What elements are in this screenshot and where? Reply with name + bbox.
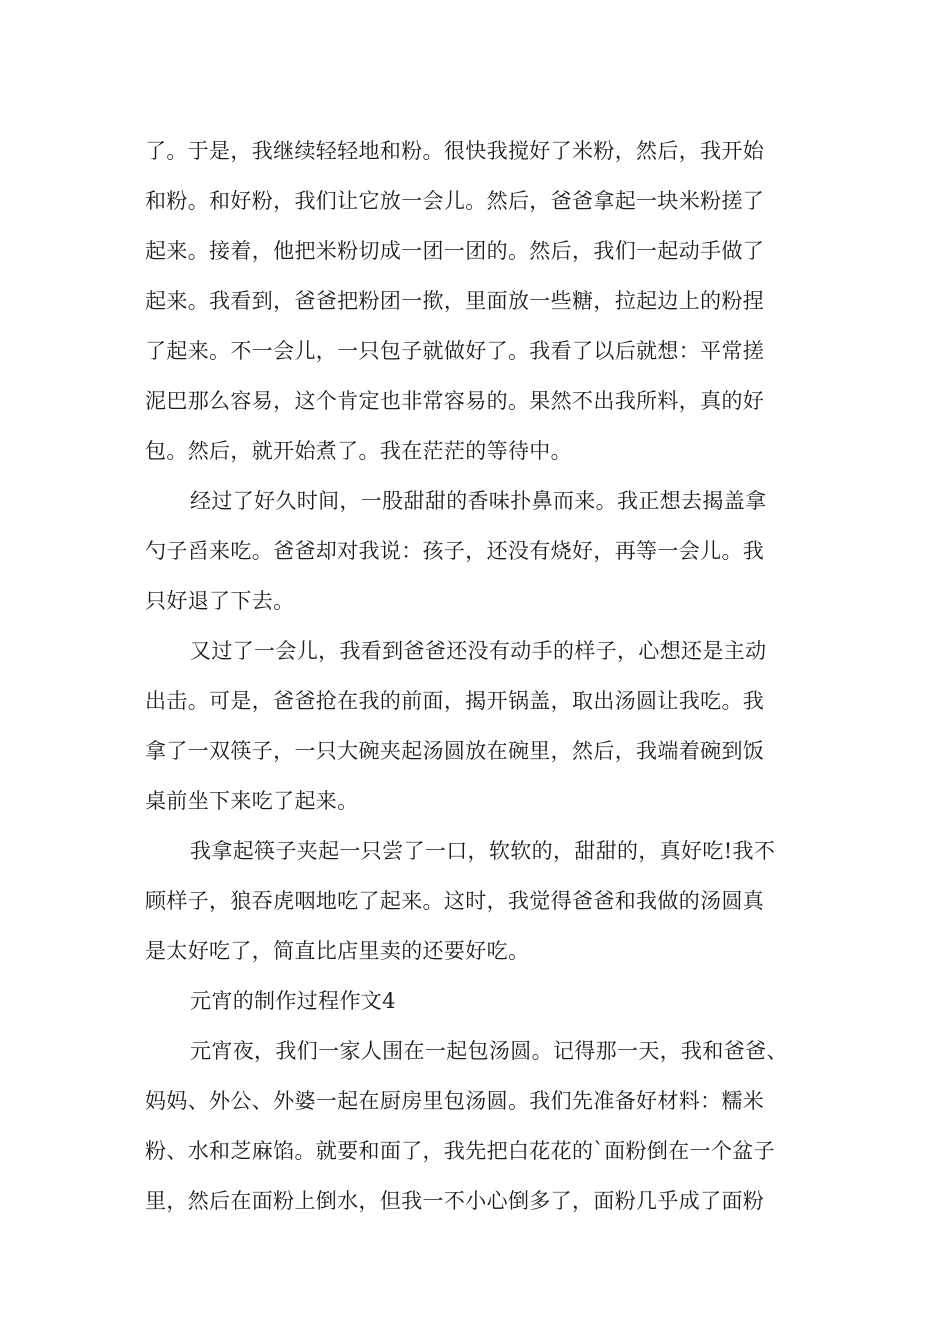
text-line: 元宵夜，我们一家人围在一起包汤圆。记得那一天，我和爸爸、 <box>190 1039 788 1063</box>
text-line: 妈妈、外公、外婆一起在厨房里包汤圆。我们先准备好材料：糯米 <box>145 1089 765 1113</box>
section-heading: 元宵的制作过程作文4 <box>190 989 396 1013</box>
text-line: 顾样子，狼吞虎咽地吃了起来。这时，我觉得爸爸和我做的汤圆真 <box>145 889 765 913</box>
text-line: 泥巴那么容易，这个肯定也非常容易的。果然不出我所料，真的好 <box>145 389 765 413</box>
text-line: 拿了一双筷子，一只大碗夹起汤圆放在碗里，然后，我端着碗到饭 <box>145 739 765 763</box>
text-line: 包。然后，就开始煮了。我在茫茫的等待中。 <box>145 439 572 463</box>
text-line: 和粉。和好粉，我们让它放一会儿。然后，爸爸拿起一块米粉搓了 <box>145 189 765 213</box>
text-line: 是太好吃了，简直比店里卖的还要好吃。 <box>145 939 530 963</box>
text-line: 经过了好久时间，一股甜甜的香味扑鼻而来。我正想去揭盖拿 <box>190 489 767 513</box>
text-line: 了。于是，我继续轻轻地和粉。很快我搅好了米粉，然后，我开始 <box>145 139 765 163</box>
text-line: 里，然后在面粉上倒水，但我一不小心倒多了，面粉几乎成了面粉 <box>145 1189 765 1213</box>
text-line: 了起来。不一会儿，一只包子就做好了。我看了以后就想：平常搓 <box>145 339 765 363</box>
text-line: 勺子舀来吃。爸爸却对我说：孩子，还没有烧好，再等一会儿。我 <box>145 539 765 563</box>
text-line: 起来。接着，他把米粉切成一团一团的。然后，我们一起动手做了 <box>145 239 765 263</box>
text-line: 出击。可是，爸爸抢在我的前面，揭开锅盖，取出汤圆让我吃。我 <box>145 689 765 713</box>
text-line: 我拿起筷子夹起一只尝了一口，软软的，甜甜的，真好吃!我不 <box>190 839 776 863</box>
text-line: 粉、水和芝麻馅。就要和面了，我先把白花花的`面粉倒在一个盆子 <box>145 1139 775 1163</box>
text-line: 桌前坐下来吃了起来。 <box>145 789 359 813</box>
text-line: 只好退了下去。 <box>145 589 295 613</box>
text-line: 又过了一会儿，我看到爸爸还没有动手的样子，心想还是主动 <box>190 639 767 663</box>
text-line: 起来。我看到，爸爸把粉团一揿，里面放一些糖，拉起边上的粉捏 <box>145 289 765 313</box>
